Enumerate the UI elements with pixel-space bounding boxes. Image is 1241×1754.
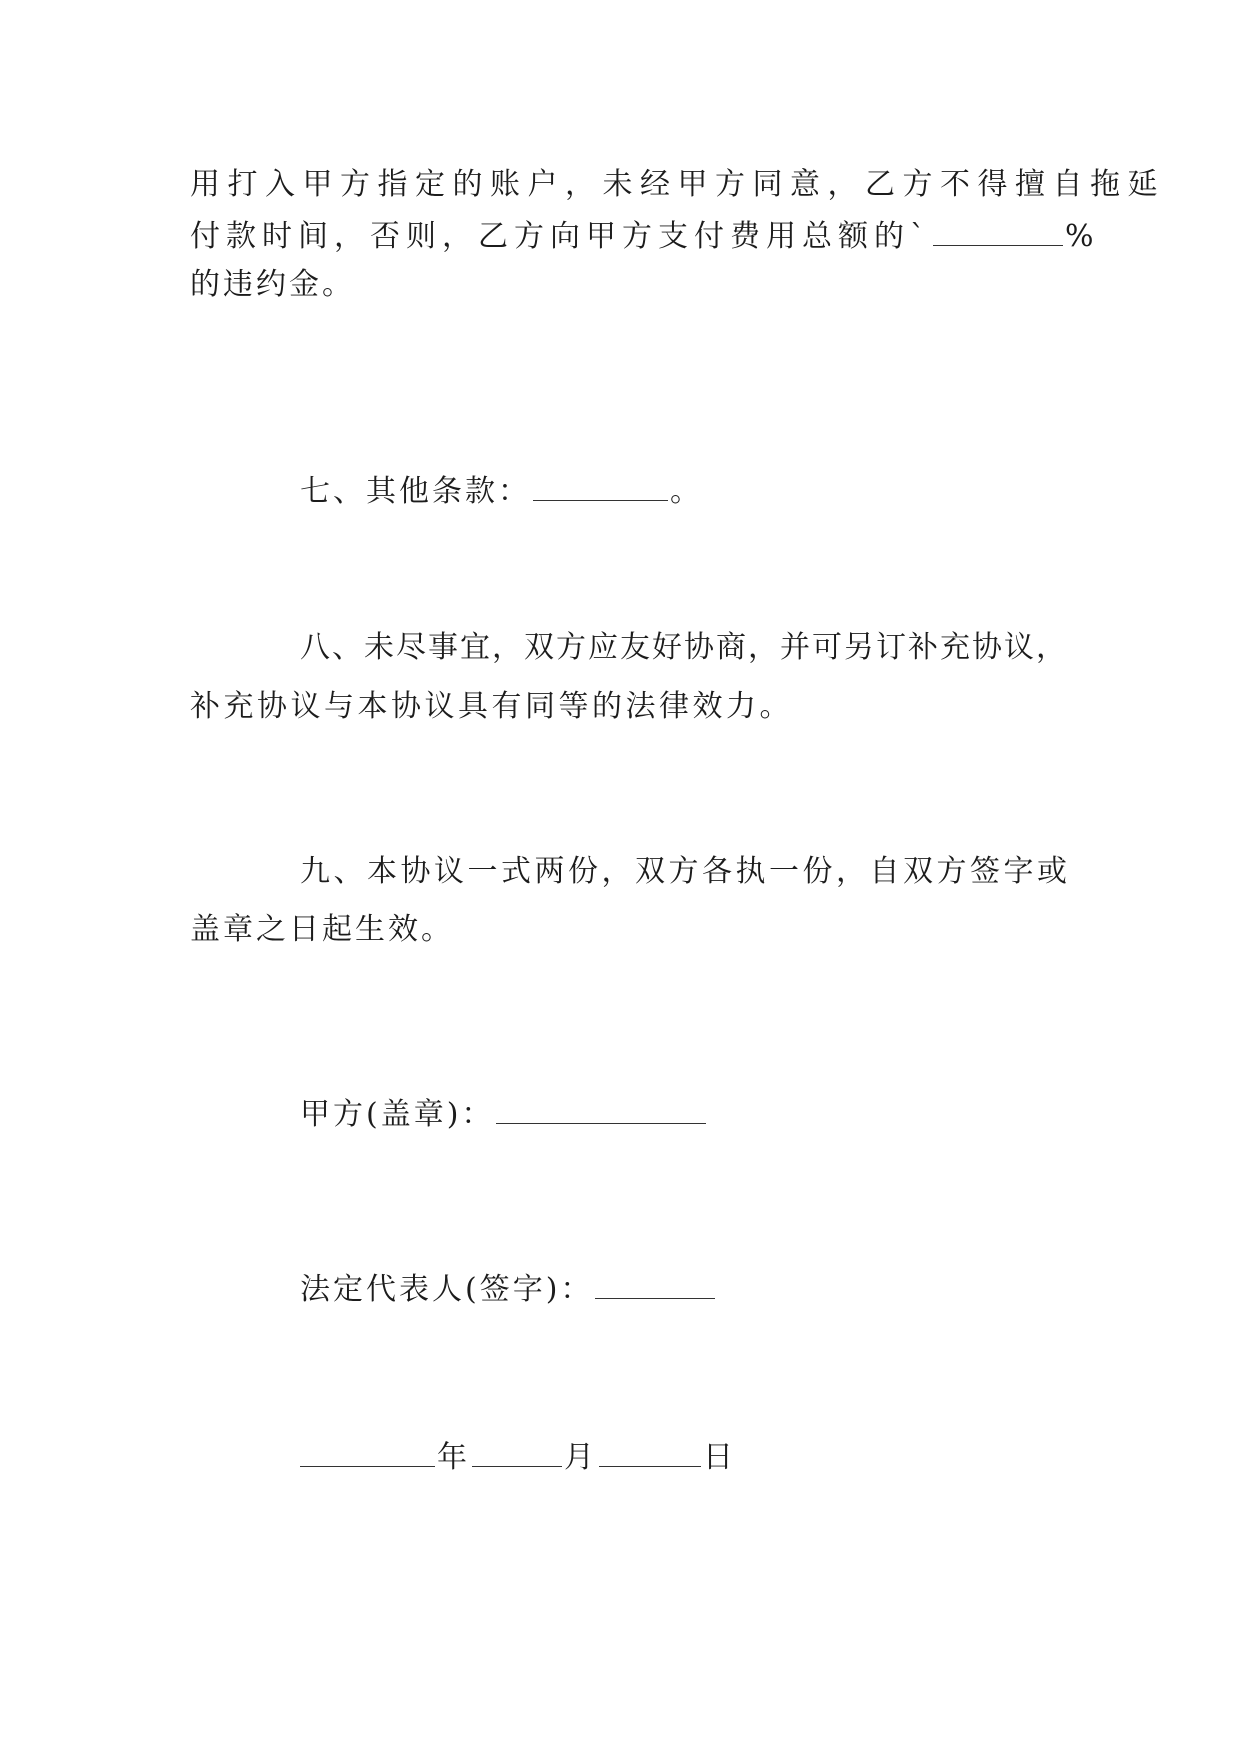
para7-suffix: 。 (670, 474, 703, 509)
day-blank[interactable] (599, 1438, 701, 1467)
day-label: 日 (703, 1440, 736, 1475)
para7-text: 七、其他条款： (300, 474, 531, 509)
year-blank[interactable] (300, 1438, 435, 1467)
para7-line (300, 472, 1160, 510)
party-a-label: 甲方(盖章)： (300, 1097, 495, 1132)
other-terms-blank[interactable] (533, 472, 668, 501)
party-a-stamp-blank[interactable] (496, 1095, 706, 1124)
para9-line2: 盖章之日起生效。 (190, 912, 454, 947)
party-a-signature-line (300, 1095, 1160, 1133)
month-blank[interactable] (472, 1438, 562, 1467)
date-line (300, 1438, 1160, 1476)
penalty-rate-blank[interactable] (933, 217, 1063, 246)
para6-line2 (190, 217, 1100, 255)
legal-rep-label: 法定代表人(签字)： (300, 1272, 594, 1307)
percent-sign: % (1065, 219, 1100, 254)
month-label: 月 (564, 1440, 597, 1475)
para9-line1: 九、本协议一式两份，双方各执一份，自双方签字或 (300, 854, 1071, 889)
para6-line2-text: 付款时间，否则，乙方向甲方支付费用总额的` (190, 219, 931, 254)
para8-line2: 补充协议与本协议具有同等的法律效力。 (190, 689, 793, 724)
para6-line1: 用打入甲方指定的账户，未经甲方同意，乙方不得擅自拖延 (190, 167, 1165, 202)
para8-line1: 八、未尽事宜，双方应友好协商，并可另订补充协议， (300, 630, 1068, 665)
legal-rep-sign-blank[interactable] (595, 1270, 715, 1299)
year-label: 年 (437, 1440, 470, 1475)
para6-line3: 的违约金。 (190, 267, 355, 302)
legal-rep-signature-line (300, 1270, 1160, 1308)
